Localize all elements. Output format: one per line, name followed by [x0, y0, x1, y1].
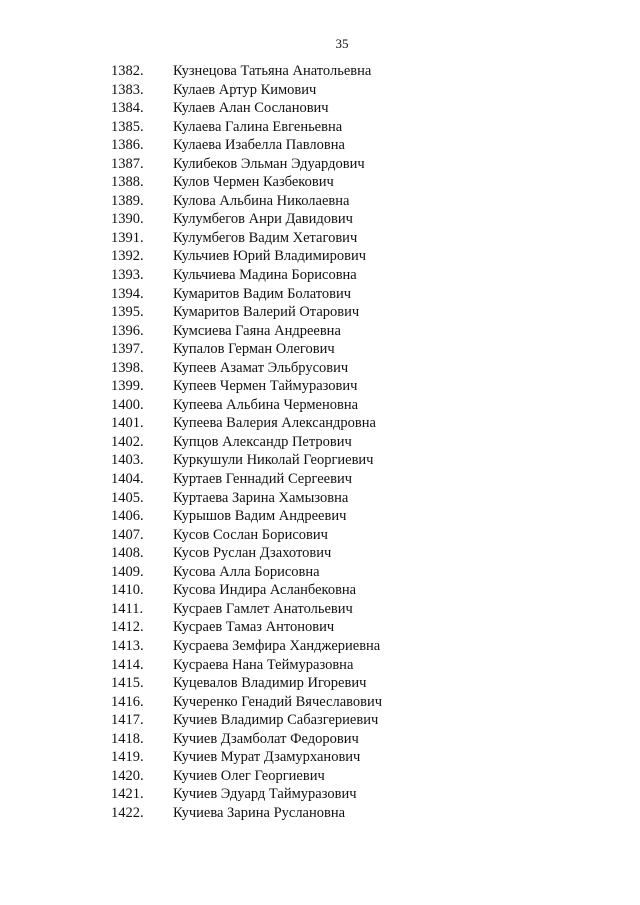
entry-full-name: Кулумбегов Анри Давидович: [173, 211, 353, 228]
entry-full-name: Кучеренко Генадий Вячеславович: [173, 693, 383, 710]
list-item: [0, 359, 640, 378]
list-item: [0, 210, 640, 229]
list-item: [0, 247, 640, 266]
entry-number: 1413.: [111, 637, 144, 654]
entry-full-name: Кумаритов Валерий Отарович: [173, 304, 360, 321]
entry-full-name: Кусова Алла Борисовна: [173, 563, 320, 580]
entry-number: 1406.: [111, 508, 144, 525]
list-item: [0, 136, 640, 155]
entry-full-name: Кумсиева Гаяна Андреевна: [173, 322, 341, 339]
list-item: [0, 804, 640, 823]
list-item: [0, 81, 640, 100]
entry-number: 1420.: [111, 767, 144, 784]
list-item: [0, 711, 640, 730]
entry-full-name: Кусраева Земфира Ханджериевна: [173, 637, 381, 654]
entry-full-name: Кучиев Эдуард Таймуразович: [173, 786, 357, 803]
list-item: [0, 303, 640, 322]
entry-number: 1394.: [111, 285, 144, 302]
list-item: [0, 470, 640, 489]
entry-number: 1399.: [111, 378, 144, 395]
entry-number: 1390.: [111, 211, 144, 228]
entry-number: 1382.: [111, 63, 144, 79]
list-item: [0, 656, 640, 675]
entry-full-name: Кузнецова Татьяна Анатольевна: [173, 63, 372, 79]
entry-number: 1402.: [111, 433, 144, 450]
entry-number: 1404.: [111, 471, 144, 488]
entry-full-name: Кучиев Мурат Дзамурханович: [173, 749, 361, 766]
entry-number: 1411.: [111, 600, 144, 617]
entry-full-name: Кульчиев Юрий Владимирович: [173, 248, 367, 265]
entry-full-name: Кусраев Гамлет Анатольевич: [173, 600, 353, 617]
list-item: [0, 322, 640, 341]
entry-full-name: Куцевалов Владимир Игоревич: [173, 675, 367, 692]
entry-full-name: Купеева Валерия Александровна: [173, 415, 376, 432]
entry-full-name: Кулибеков Эльман Эдуардович: [173, 155, 365, 172]
entry-number: 1387.: [111, 155, 144, 172]
list-item: [0, 730, 640, 749]
name-list: [0, 62, 640, 822]
entry-full-name: Кулов Чермен Казбекович: [173, 174, 334, 191]
entry-full-name: Кулаева Изабелла Павловна: [173, 137, 345, 154]
entry-number: 1405.: [111, 489, 144, 506]
list-item: [0, 544, 640, 563]
entry-number: 1414.: [111, 656, 144, 673]
entry-number: 1388.: [111, 174, 144, 191]
entry-number: 1393.: [111, 267, 144, 284]
list-item: [0, 637, 640, 656]
entry-full-name: Купеева Альбина Черменовна: [173, 396, 359, 413]
entry-full-name: Кусов Сослан Борисович: [173, 526, 328, 543]
entry-full-name: Кусова Индира Асланбековна: [173, 582, 357, 599]
list-item: [0, 377, 640, 396]
entry-number: 1422.: [111, 804, 144, 821]
entry-full-name: Кучиев Олег Георгиевич: [173, 767, 325, 784]
entry-full-name: Кулаев Артур Кимович: [173, 81, 317, 98]
entry-number: 1410.: [111, 582, 144, 599]
entry-number: 1408.: [111, 545, 144, 562]
list-item: [0, 62, 640, 81]
entry-number: 1401.: [111, 415, 144, 432]
entry-full-name: Кучиев Дзамболат Федорович: [173, 730, 359, 747]
entry-full-name: Кучиев Владимир Сабазгериевич: [173, 712, 379, 729]
entry-number: 1416.: [111, 693, 144, 710]
list-item: [0, 266, 640, 285]
entry-full-name: Куркушули Николай Георгиевич: [173, 452, 374, 469]
list-item: [0, 600, 640, 619]
list-item: [0, 155, 640, 174]
entry-full-name: Куртаев Геннадий Сергеевич: [173, 471, 352, 488]
entry-full-name: Кусраев Тамаз Антонович: [173, 619, 335, 636]
list-item: [0, 693, 640, 712]
list-item: [0, 414, 640, 433]
entry-full-name: Кусов Руслан Дзахотович: [173, 545, 332, 562]
list-item: [0, 433, 640, 452]
entry-full-name: Кульчиева Мадина Борисовна: [173, 267, 357, 284]
entry-number: 1415.: [111, 675, 144, 692]
entry-number: 1412.: [111, 619, 144, 636]
entry-full-name: Кулаева Галина Евгеньевна: [173, 118, 343, 135]
entry-number: 1384.: [111, 100, 144, 117]
entry-number: 1400.: [111, 396, 144, 413]
entry-number: 1385.: [111, 118, 144, 135]
entry-number: 1395.: [111, 304, 144, 321]
entry-number: 1383.: [111, 81, 144, 98]
list-item: [0, 563, 640, 582]
entry-number: 1417.: [111, 712, 144, 729]
entry-number: 1421.: [111, 786, 144, 803]
entry-number: 1391.: [111, 229, 144, 246]
entry-full-name: Купалов Герман Олегович: [173, 341, 335, 358]
entry-number: 1419.: [111, 749, 144, 766]
entry-number: 1397.: [111, 341, 144, 358]
list-item: [0, 396, 640, 415]
entry-number: 1396.: [111, 322, 144, 339]
list-item: [0, 785, 640, 804]
entry-number: 1392.: [111, 248, 144, 265]
list-item: [0, 507, 640, 526]
list-item: [0, 451, 640, 470]
entry-full-name: Курышов Вадим Андреевич: [173, 508, 347, 525]
list-item: [0, 674, 640, 693]
entry-full-name: Кулумбегов Вадим Хетагович: [173, 229, 358, 246]
list-item: [0, 340, 640, 359]
list-item: [0, 767, 640, 786]
entry-full-name: Купеев Чермен Таймуразович: [173, 378, 358, 395]
entry-number: 1407.: [111, 526, 144, 543]
entry-number: 1386.: [111, 137, 144, 154]
entry-full-name: Кумаритов Вадим Болатович: [173, 285, 352, 302]
list-item: [0, 118, 640, 137]
list-item: [0, 489, 640, 508]
entry-number: 1398.: [111, 359, 144, 376]
entry-full-name: Купцов Александр Петрович: [173, 433, 352, 450]
entry-full-name: Купеев Азамат Эльбрусович: [173, 359, 349, 376]
entry-full-name: Кусраева Нана Теймуразовна: [173, 656, 354, 673]
list-item: [0, 526, 640, 545]
entry-full-name: Кулаев Алан Сосланович: [173, 100, 329, 117]
entry-full-name: Кучиева Зарина Руслановна: [173, 804, 346, 821]
entry-number: 1403.: [111, 452, 144, 469]
entry-full-name: Куртаева Зарина Хамызовна: [173, 489, 349, 506]
list-item: [0, 618, 640, 637]
list-item: [0, 285, 640, 304]
entry-number: 1389.: [111, 192, 144, 209]
entry-number: 1409.: [111, 563, 144, 580]
entry-full-name: Кулова Альбина Николаевна: [173, 192, 350, 209]
list-item: [0, 173, 640, 192]
list-item: [0, 192, 640, 211]
list-item: [0, 99, 640, 118]
list-item: [0, 229, 640, 248]
list-item: [0, 748, 640, 767]
page-number: 35: [335, 36, 349, 51]
entry-number: 1418.: [111, 730, 144, 747]
list-item: [0, 581, 640, 600]
